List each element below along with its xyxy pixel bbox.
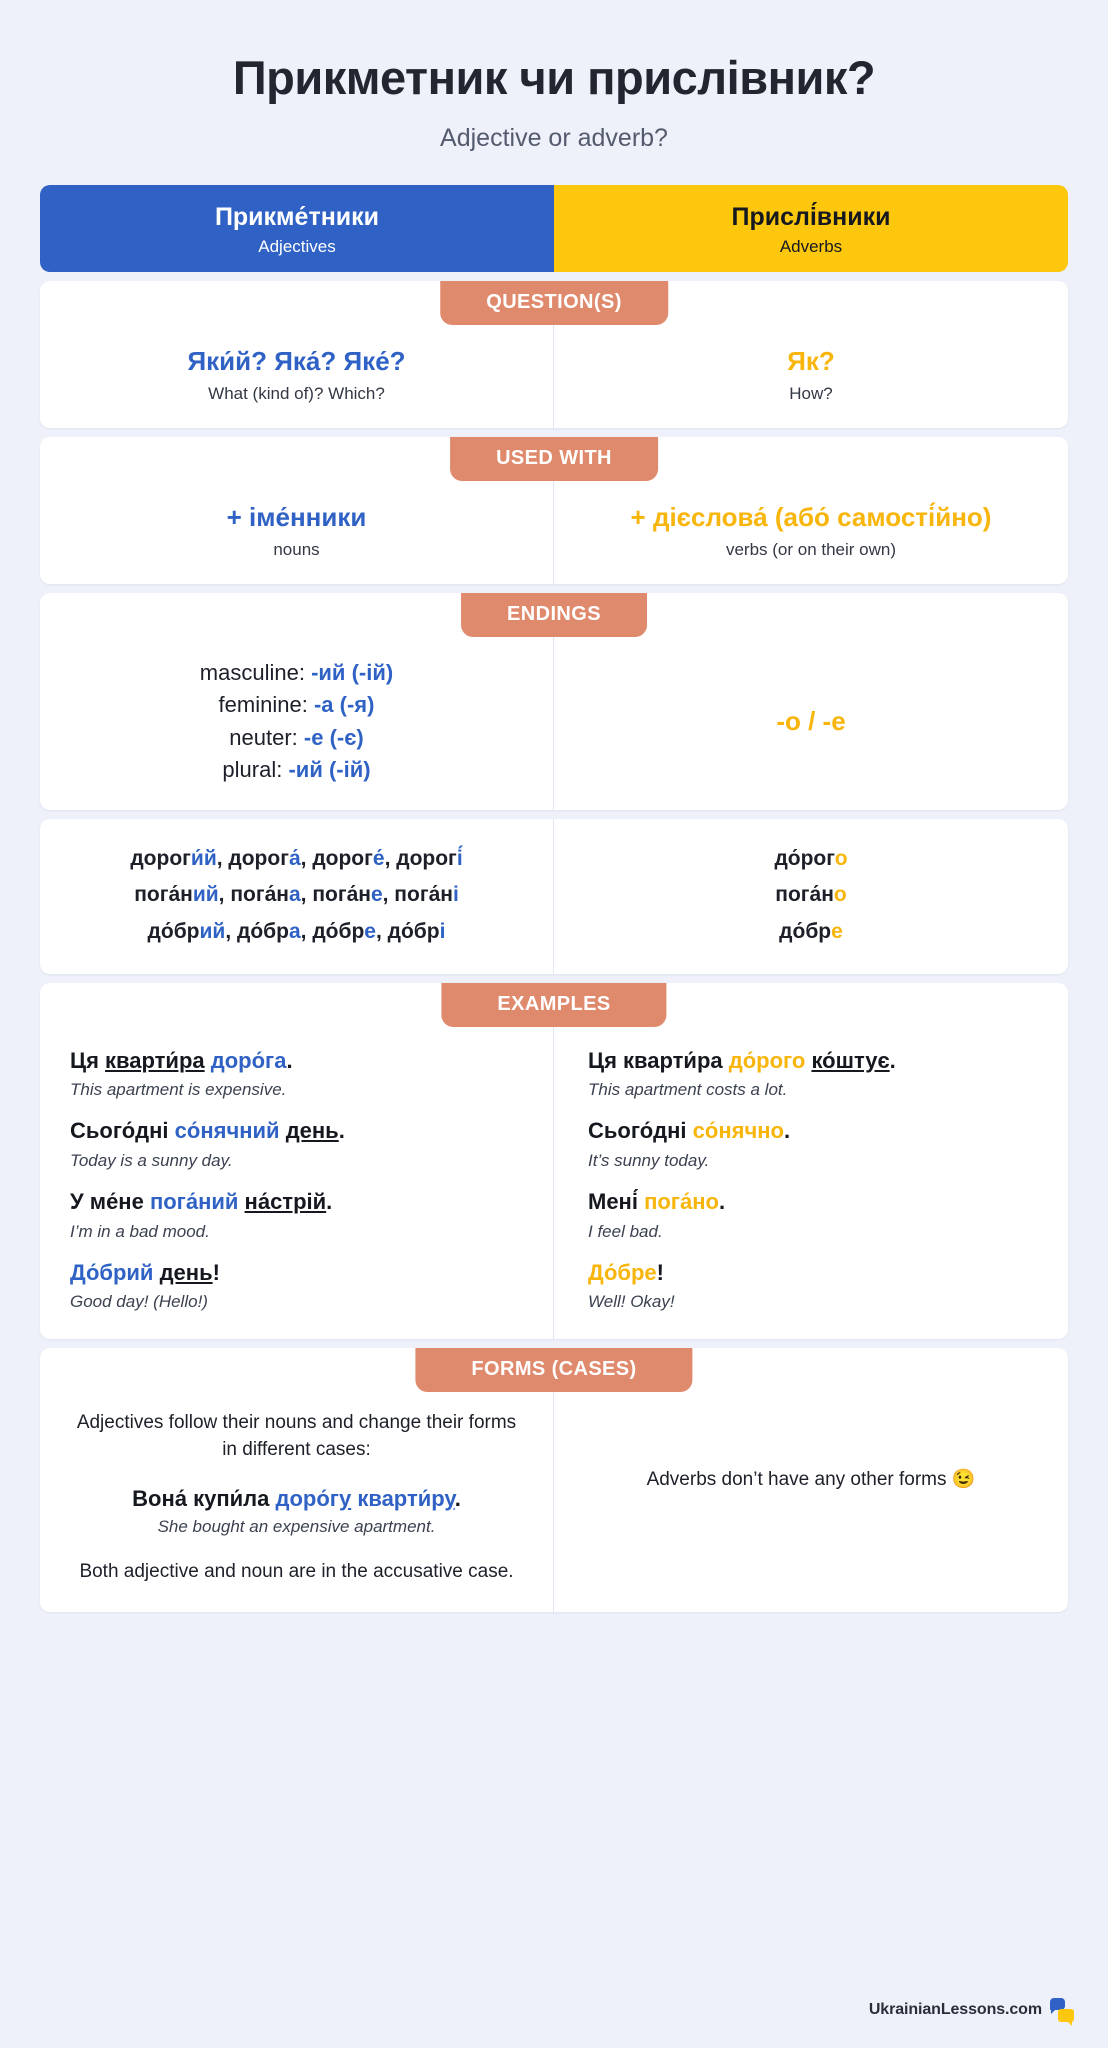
column-header-adjectives-en: Adjectives <box>258 236 336 256</box>
forms-cases-sentence-en: She bought an expensive apartment. <box>157 1517 436 1537</box>
section-endings <box>40 593 1068 810</box>
word-stem: , пога́н <box>218 883 289 907</box>
word-form-line <box>580 877 1042 913</box>
word-ending: о <box>833 883 847 907</box>
word-ending: а <box>288 883 301 907</box>
column-headers <box>40 185 1068 272</box>
examples-adjective-cell <box>40 983 554 1340</box>
column-header-adverbs-en: Adverbs <box>779 236 843 256</box>
word-stem: , до́бр <box>225 919 289 943</box>
ending-label: neuter: <box>229 724 304 750</box>
section-questions <box>40 281 1068 428</box>
word-stem: , до́бр <box>375 919 440 943</box>
forms-cases-sentence <box>70 1485 523 1514</box>
example-sentence-ua <box>70 1188 527 1217</box>
section-chip-examples: EXAMPLES <box>441 983 666 1027</box>
column-header-adjectives <box>40 185 554 272</box>
word-ending: і <box>439 919 446 943</box>
example-partner-word: кварти́ра <box>105 1047 205 1073</box>
example-plain-text: Ця кварти́ра <box>588 1047 729 1073</box>
example-sentence-en: Today is a sunny day. <box>70 1150 233 1170</box>
example-sentence-ua <box>70 1047 527 1076</box>
section-examples <box>40 983 1068 1340</box>
example-item <box>588 1188 1042 1243</box>
word-stem: , до́бр <box>300 919 365 943</box>
column-header-adjectives-ua: Прикме́тники <box>214 203 380 232</box>
footer-brand-text: UkrainianLessons.com <box>868 2001 1042 2018</box>
section-used-with <box>40 437 1068 584</box>
questions-adjective-ua: Яки́й? Яка́? Яке́? <box>187 346 406 377</box>
word-ending: и́й <box>190 847 217 871</box>
example-plain-text: Мені́ <box>588 1189 645 1214</box>
word-ending: ий <box>199 919 226 943</box>
example-item <box>588 1117 1042 1172</box>
questions-adjective-en: What (kind of)? Which? <box>208 383 385 403</box>
section-chip-forms-cases: FORMS (CASES) <box>415 1348 692 1392</box>
example-item <box>70 1047 527 1102</box>
case-plain-text: Вона́ купи́ла <box>132 1485 276 1511</box>
example-sentence-en: I’m in a bad mood. <box>70 1221 210 1241</box>
column-header-adverbs <box>554 185 1068 272</box>
example-plain-text: Сього́дні <box>588 1118 693 1144</box>
example-target-word: До́бре <box>588 1259 657 1285</box>
word-stem: , пога́н <box>300 883 371 907</box>
example-partner-word: на́стрій <box>244 1189 327 1214</box>
case-word: доро́г <box>275 1485 339 1511</box>
example-item <box>70 1259 527 1314</box>
example-partner-word: ко́штує <box>811 1047 890 1073</box>
word-stem: , пога́н <box>382 883 453 907</box>
example-plain-text: ! <box>212 1259 220 1285</box>
comparison-table <box>40 185 1068 1611</box>
word-ending: і <box>452 883 459 907</box>
example-plain-text: ! <box>656 1259 664 1285</box>
section-chip-used-with: USED WITH <box>450 437 658 481</box>
speech-bubbles-logo-icon <box>1048 1998 1074 2022</box>
used-with-adverb-ua: + дієслова́ (або́ самості́йно) <box>630 502 992 533</box>
example-plain-text: . <box>338 1118 345 1144</box>
ending-row <box>66 657 527 689</box>
example-sentence-ua <box>70 1259 527 1288</box>
word-ending: і́ <box>456 847 463 871</box>
forms-cases-adverb-note: Adverbs don’t have any other forms 😉 <box>646 1468 976 1490</box>
word-stem: , дорог <box>384 847 457 871</box>
example-target-word: до́рого <box>728 1047 806 1073</box>
example-sentence-en: This apartment costs a lot. <box>588 1080 788 1100</box>
example-sentence-ua <box>588 1259 1042 1288</box>
example-partner-word: день <box>285 1118 339 1144</box>
word-forms-adverb-list <box>580 841 1042 949</box>
ending-label: masculine: <box>199 659 312 685</box>
ending-row <box>66 754 527 786</box>
example-target-word: со́нячний <box>174 1118 280 1144</box>
ending-value: -а (-я) <box>313 692 375 718</box>
word-stem: пога́н <box>775 883 834 907</box>
example-sentence-ua <box>70 1117 527 1146</box>
forms-cases-note: Adjectives follow their nouns and change their forms in different cases: <box>76 1412 517 1460</box>
example-sentence-en: Good day! (Hello!) <box>70 1292 208 1312</box>
word-form-line <box>66 841 527 877</box>
example-plain-text: . <box>718 1189 726 1214</box>
word-ending: е <box>370 883 383 907</box>
word-stem: до́бр <box>779 919 832 943</box>
example-sentence-ua <box>588 1188 1042 1217</box>
example-sentence-ua <box>588 1047 1042 1076</box>
word-form-line <box>66 914 527 950</box>
ending-row <box>66 689 527 721</box>
word-stem: до́бр <box>147 919 200 943</box>
example-item <box>70 1117 527 1172</box>
examples-adverb-cell <box>554 983 1068 1340</box>
example-sentence-en: This apartment is expensive. <box>70 1080 287 1100</box>
word-ending: ий <box>192 883 219 907</box>
questions-adverb-en: How? <box>789 383 833 403</box>
endings-adverb-value: -о / -е <box>776 706 846 737</box>
word-forms-adjective-list <box>66 841 527 949</box>
used-with-adjective-en: nouns <box>273 539 320 559</box>
column-header-adverbs-ua: Прислі́вники <box>731 203 891 232</box>
word-forms-adverb-cell <box>554 819 1068 973</box>
case-ending: у <box>444 1485 455 1511</box>
example-plain-text: . <box>286 1047 293 1073</box>
page-title: Прикметник чи прислівник? <box>232 51 876 104</box>
ending-value: -ий (-ій) <box>311 659 394 685</box>
word-form-line <box>580 914 1042 950</box>
example-target-word: доро́га <box>210 1047 287 1073</box>
word-ending: е́ <box>372 847 385 871</box>
example-item <box>588 1259 1042 1314</box>
example-target-word: пога́но <box>644 1189 719 1214</box>
word-stem: , дорог <box>300 847 373 871</box>
ending-value: -ий (-ій) <box>288 756 371 782</box>
word-form-line <box>66 877 527 913</box>
word-ending: а <box>288 919 301 943</box>
section-word-forms-row <box>40 819 1068 973</box>
example-item <box>70 1188 527 1243</box>
example-target-word: пога́ний <box>149 1189 239 1214</box>
used-with-adjective-ua: + іме́нники <box>226 502 367 533</box>
used-with-adverb-en: verbs (or on their own) <box>725 539 897 559</box>
example-sentence-ua <box>588 1117 1042 1146</box>
ending-label: feminine: <box>218 692 314 718</box>
ending-label: plural: <box>222 756 289 782</box>
example-plain-text: . <box>889 1047 896 1073</box>
word-stem: дорог <box>130 847 191 871</box>
word-forms-adjective-cell <box>40 819 554 973</box>
case-ending: у <box>338 1485 352 1511</box>
page-header <box>0 0 1108 152</box>
example-partner-word: день <box>159 1259 213 1285</box>
word-stem: пога́н <box>134 883 193 907</box>
page-subtitle: Adjective or adverb? <box>440 123 668 152</box>
section-chip-endings: ENDINGS <box>461 593 647 637</box>
word-stem: , дорог <box>216 847 289 871</box>
ending-value: -е (-є) <box>303 724 364 750</box>
example-sentence-en: It’s sunny today. <box>588 1150 710 1170</box>
word-ending: е <box>831 919 843 943</box>
case-plain-text: . <box>454 1485 461 1511</box>
word-ending: е <box>364 919 376 943</box>
example-item <box>588 1047 1042 1102</box>
word-form-line <box>580 841 1042 877</box>
word-ending: а́ <box>288 847 301 871</box>
example-sentence-en: Well! Okay! <box>588 1292 675 1312</box>
word-ending: о <box>834 847 848 871</box>
endings-adjective-list <box>66 657 527 786</box>
example-plain-text: . <box>783 1118 791 1144</box>
section-chip-questions: QUESTION(S) <box>440 281 668 325</box>
yellow-bubble-icon <box>1058 2009 1074 2022</box>
case-word: кварти́р <box>357 1485 445 1511</box>
example-plain-text: Ця <box>70 1047 106 1073</box>
section-forms-cases <box>40 1348 1068 1611</box>
example-target-word: со́нячно <box>692 1118 784 1144</box>
questions-adverb-ua: Як? <box>787 346 835 377</box>
example-plain-text: У ме́не <box>70 1189 150 1214</box>
forms-cases-footnote: Both adjective and noun are in the accusative case. <box>79 1561 514 1583</box>
example-sentence-en: I feel bad. <box>588 1221 663 1241</box>
footer-branding <box>869 1998 1074 2022</box>
ending-row <box>66 722 527 754</box>
example-plain-text: . <box>326 1189 333 1214</box>
example-target-word: До́брий <box>70 1259 154 1285</box>
section-examples-row <box>40 983 1068 1340</box>
word-stem: до́рог <box>774 847 835 871</box>
section-word-forms <box>40 819 1068 973</box>
example-plain-text: Сього́дні <box>70 1118 175 1144</box>
